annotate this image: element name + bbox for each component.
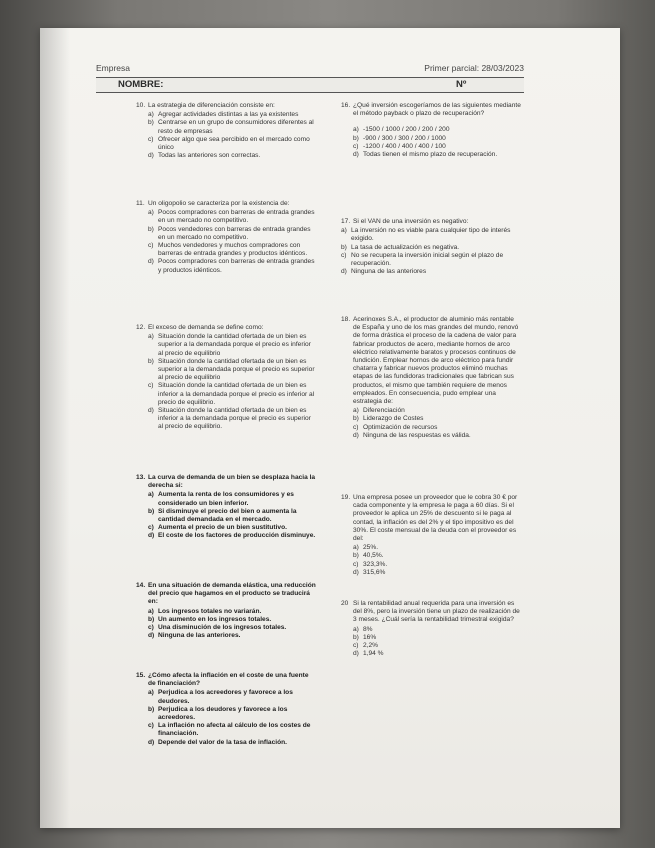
option-text: Los ingresos totales no variarán. bbox=[158, 607, 262, 615]
option-text: Depende del valor de la tasa de inflación. bbox=[158, 738, 287, 746]
option-text: Ninguna de las respuestas es válida. bbox=[363, 431, 471, 439]
option-label: b) bbox=[148, 119, 154, 127]
option-text: Todas tienen el mismo plazo de recuperación. bbox=[363, 151, 498, 159]
option-text: Centrarse en un grupo de consumidores diferentes al resto de empresas bbox=[158, 119, 314, 135]
option-b[interactable] bbox=[148, 508, 316, 524]
page-fold-shadow bbox=[40, 28, 70, 828]
option-text: Situación donde la cantidad ofertada de un bien es inferior a la demandada porque el precio es inferior al precio de equilibrio. bbox=[158, 382, 315, 406]
question-stem: ¿Qué inversión escogeríamos de las siguientes mediante el método payback o plazo de recuperación? bbox=[353, 102, 521, 118]
question-stem: Acerinoxes S.A., el productor de aluminio más rentable de España y uno de los mas grandes del mundo, renovó de forma drástica el proceso de la cadena de valor para fabricar productos de acero, mediante hornos de arco eléctrico relativamente baratos y procesos continuos de fundición. Emplear hornos de arco eléctrico para fundir chatarra y fabricar nuevos productos eliminó muchas etapas de las fundidoras tradicionales que fabrican sus productos, el mismo que también requiere de menos empleados. En consecuencia, pudo emplear una estrategia de: bbox=[353, 316, 519, 406]
option-text: Un aumento en los ingresos totales. bbox=[158, 615, 272, 623]
option-d[interactable] bbox=[148, 532, 316, 540]
option-text: Aumenta la renta de los consumidores y es considerado un bien inferior. bbox=[158, 491, 294, 507]
question-17 bbox=[341, 218, 523, 276]
option-text: Situación donde la cantidad ofertada de un bien es superior a la demandada porque el precio es superior al precio de equilibrio bbox=[158, 357, 315, 382]
option-label: a) bbox=[148, 209, 154, 217]
option-a[interactable] bbox=[341, 227, 523, 243]
option-label: d) bbox=[341, 268, 347, 276]
option-d[interactable] bbox=[353, 432, 523, 440]
question-number: 14. bbox=[136, 582, 146, 589]
option-d[interactable] bbox=[148, 632, 316, 640]
option-text: 2,2% bbox=[363, 642, 379, 650]
option-b[interactable] bbox=[148, 119, 316, 135]
name-bar bbox=[96, 77, 524, 93]
option-text: 16% bbox=[363, 633, 377, 641]
option-label: c) bbox=[353, 560, 359, 568]
option-c[interactable] bbox=[353, 143, 523, 151]
question-stem: La estrategia de diferenciación consiste en: bbox=[148, 102, 275, 109]
option-c[interactable] bbox=[341, 252, 523, 268]
option-a[interactable] bbox=[353, 407, 523, 415]
option-label: b) bbox=[341, 243, 347, 251]
question-16 bbox=[341, 102, 523, 159]
option-label: a) bbox=[148, 607, 154, 615]
option-text: Perjudica a los deudores y favorece a los acreedores. bbox=[158, 705, 288, 722]
option-text: La inflación no afecta al cálculo de los costes de financiación. bbox=[158, 722, 311, 738]
option-text: La tasa de actualización es negativa. bbox=[351, 243, 460, 251]
option-label: d) bbox=[148, 152, 154, 160]
question-stem: Un oligopolio se caracteriza por la existencia de: bbox=[148, 200, 290, 207]
option-d[interactable] bbox=[148, 152, 316, 160]
option-label: d) bbox=[148, 532, 155, 540]
question-stem: Si el VAN de una inversión es negativo: bbox=[353, 218, 469, 225]
option-text: 25%. bbox=[363, 544, 379, 552]
option-label: a) bbox=[148, 689, 154, 697]
option-a[interactable] bbox=[148, 689, 316, 705]
option-label: a) bbox=[353, 126, 359, 134]
question-18 bbox=[341, 316, 523, 440]
option-text: 8% bbox=[363, 625, 373, 633]
question-stem: La curva de demanda de un bien se desplaza hacia la derecha si: bbox=[148, 474, 316, 490]
option-label: d) bbox=[353, 568, 359, 576]
option-c[interactable] bbox=[148, 722, 316, 738]
option-text: Perjudica a los acreedores y favorece a los deudores. bbox=[158, 689, 293, 705]
option-a[interactable] bbox=[353, 626, 523, 634]
option-b[interactable] bbox=[148, 358, 316, 383]
question-13 bbox=[136, 474, 316, 541]
option-text: -1500 / 1000 / 200 / 200 / 200 bbox=[363, 126, 450, 134]
option-label: c) bbox=[148, 524, 154, 532]
option-label: d) bbox=[353, 151, 359, 159]
question-number: 11. bbox=[136, 200, 145, 207]
option-label: a) bbox=[341, 227, 347, 235]
option-text: Todas las anteriores son correctas. bbox=[158, 152, 261, 160]
option-label: d) bbox=[148, 632, 155, 640]
option-label: a) bbox=[353, 544, 359, 552]
option-text: 315,6% bbox=[363, 568, 386, 576]
option-text: Muchos vendedores y muchos compradores con barreras de entrada grandes y productos idénticos. bbox=[158, 242, 308, 258]
question-number: 10. bbox=[136, 102, 146, 109]
option-text: Agregar actividades distintas a las ya existentes bbox=[158, 111, 299, 119]
option-text: Ninguna de las anteriores. bbox=[158, 632, 241, 640]
option-c[interactable] bbox=[353, 642, 523, 650]
option-text: Si disminuye el precio del bien o aumenta la cantidad demandada en el mercado. bbox=[158, 507, 297, 524]
question-number: 19. bbox=[341, 494, 351, 501]
option-label: a) bbox=[353, 407, 359, 415]
option-text: 40,5%. bbox=[363, 552, 384, 560]
name-label: NOMBRE: bbox=[118, 79, 164, 90]
option-label: c) bbox=[148, 135, 154, 143]
option-label: b) bbox=[148, 507, 155, 515]
option-c[interactable] bbox=[148, 382, 316, 407]
option-label: d) bbox=[353, 650, 359, 658]
option-text: Situación donde la cantidad ofertada de un bien es superior a la demandada porque el precio es inferior al precio de equilibrio bbox=[158, 333, 311, 357]
option-d[interactable] bbox=[353, 569, 523, 577]
option-c[interactable] bbox=[148, 242, 316, 258]
option-a[interactable] bbox=[148, 111, 316, 119]
question-number: 13. bbox=[136, 474, 146, 481]
exam-sheet bbox=[40, 28, 620, 828]
option-text: El coste de los factores de producción disminuye. bbox=[158, 532, 316, 540]
option-text: Una disminución de los ingresos totales. bbox=[158, 624, 287, 632]
option-d[interactable] bbox=[353, 151, 523, 159]
option-b[interactable] bbox=[148, 706, 316, 722]
option-label: c) bbox=[148, 382, 154, 390]
option-label: d) bbox=[148, 258, 154, 266]
question-number: 15. bbox=[136, 672, 146, 679]
question-20 bbox=[341, 600, 523, 658]
option-a[interactable] bbox=[148, 608, 316, 616]
question-number: 12. bbox=[136, 324, 146, 331]
question-stem: Una empresa posee un proveedor que le cobra 30 € por cada componente y la empresa le paga a 60 días. Si el proveedor le aplica un 25% de descuento si le paga al contad, la inflación es del 2% y el tipo impositivo es del 30%. El coste mensual de la deuda con el proveedor es del: bbox=[353, 494, 518, 543]
option-c[interactable] bbox=[353, 561, 523, 569]
option-b[interactable] bbox=[353, 135, 523, 143]
option-c[interactable] bbox=[148, 624, 316, 632]
question-stem: ¿Cómo afecta la inflación en el coste de una fuente de financiación? bbox=[148, 672, 309, 688]
option-label: a) bbox=[148, 333, 154, 341]
question-number: 17. bbox=[341, 218, 351, 225]
option-b[interactable] bbox=[341, 244, 523, 252]
question-number: 16. bbox=[341, 102, 351, 109]
option-b[interactable] bbox=[353, 634, 523, 642]
question-19 bbox=[341, 494, 523, 577]
exam-date-label: Primer parcial: 28/03/2023 bbox=[424, 63, 524, 73]
option-text: 1,94 % bbox=[363, 650, 384, 658]
option-label: b) bbox=[353, 552, 359, 560]
option-a[interactable] bbox=[148, 209, 316, 225]
option-label: a) bbox=[353, 625, 359, 633]
option-label: c) bbox=[148, 242, 154, 250]
option-text: Optimización de recursos bbox=[363, 423, 438, 431]
option-a[interactable] bbox=[148, 491, 316, 507]
question-15 bbox=[136, 672, 316, 747]
number-label: Nº bbox=[456, 79, 467, 90]
option-label: b) bbox=[148, 615, 155, 623]
question-number: 18. bbox=[341, 316, 351, 323]
option-label: c) bbox=[148, 722, 154, 730]
option-text: Aumenta el precio de un bien sustitutivo. bbox=[158, 524, 287, 532]
option-a[interactable] bbox=[353, 126, 523, 134]
option-label: c) bbox=[341, 251, 347, 259]
option-text: Pocos compradores con barreras de entrada grandes y productos idénticos. bbox=[158, 258, 315, 274]
option-text: Ninguna de las anteriores bbox=[351, 268, 427, 276]
option-c[interactable] bbox=[353, 424, 523, 432]
option-text: -1200 / 400 / 400 / 400 / 100 bbox=[363, 142, 446, 150]
option-label: d) bbox=[148, 407, 154, 415]
question-stem: En una situación de demanda elástica, una reducción del precio que hagamos en el producto se traducirá en: bbox=[148, 582, 316, 606]
option-label: b) bbox=[353, 415, 359, 423]
option-text: Pocos vendedores con barreras de entrada grandes en un mercado no competitivo. bbox=[158, 225, 311, 241]
company-label: Empresa bbox=[96, 63, 131, 73]
question-10 bbox=[136, 102, 316, 160]
option-d[interactable] bbox=[353, 650, 523, 658]
option-label: c) bbox=[353, 142, 359, 150]
question-14 bbox=[136, 582, 316, 640]
option-label: d) bbox=[353, 431, 359, 439]
option-text: -900 / 300 / 300 / 200 / 1000 bbox=[363, 134, 446, 142]
option-label: b) bbox=[148, 225, 154, 233]
option-text: Pocos compradores con barreras de entrada grandes en un mercado no competitivo. bbox=[158, 209, 315, 225]
option-label: b) bbox=[148, 705, 155, 713]
option-label: a) bbox=[148, 491, 154, 499]
question-12 bbox=[136, 324, 316, 432]
option-b[interactable] bbox=[353, 415, 523, 423]
option-c[interactable] bbox=[148, 524, 316, 532]
option-text: 323,3%. bbox=[363, 560, 388, 568]
option-a[interactable] bbox=[353, 544, 523, 552]
option-c[interactable] bbox=[148, 136, 316, 152]
option-text: Situación donde la cantidad ofertada de un bien es inferior a la demandada porque el precio es superior al precio de equilibrio. bbox=[158, 407, 311, 431]
option-text: Ofrecer algo que sea percibido en el mercado como único bbox=[158, 135, 310, 152]
option-d[interactable] bbox=[148, 739, 316, 747]
option-label: b) bbox=[353, 633, 359, 641]
option-label: a) bbox=[148, 111, 154, 119]
option-label: c) bbox=[353, 423, 359, 431]
option-label: b) bbox=[353, 134, 359, 142]
option-label: d) bbox=[148, 738, 155, 746]
option-label: b) bbox=[148, 357, 154, 365]
option-text: La inversión no es viable para cualquier tipo de interés exigido. bbox=[351, 227, 511, 243]
option-label: c) bbox=[148, 624, 154, 632]
option-b[interactable] bbox=[148, 226, 316, 242]
question-11 bbox=[136, 200, 316, 275]
question-stem: Si la rentabilidad anual requerida para una inversión es del 8%, pero la inversión tiene un plazo de realización de 3 meses. ¿Cuál sería la rentabilidad trimestral exigida? bbox=[353, 600, 520, 624]
option-a[interactable] bbox=[148, 333, 316, 358]
option-text: Liderazgo de Costes bbox=[363, 415, 424, 423]
option-d[interactable] bbox=[341, 268, 523, 276]
option-b[interactable] bbox=[148, 616, 316, 624]
option-text: Diferenciación bbox=[363, 407, 405, 415]
option-label: c) bbox=[353, 642, 359, 650]
question-number: 20 bbox=[341, 600, 349, 607]
option-text: No se recupera la inversión inicial según el plazo de recuperación. bbox=[351, 251, 504, 268]
option-d[interactable] bbox=[148, 407, 316, 432]
question-stem: El exceso de demanda se define como: bbox=[148, 324, 264, 331]
option-d[interactable] bbox=[148, 258, 316, 274]
option-b[interactable] bbox=[353, 552, 523, 560]
